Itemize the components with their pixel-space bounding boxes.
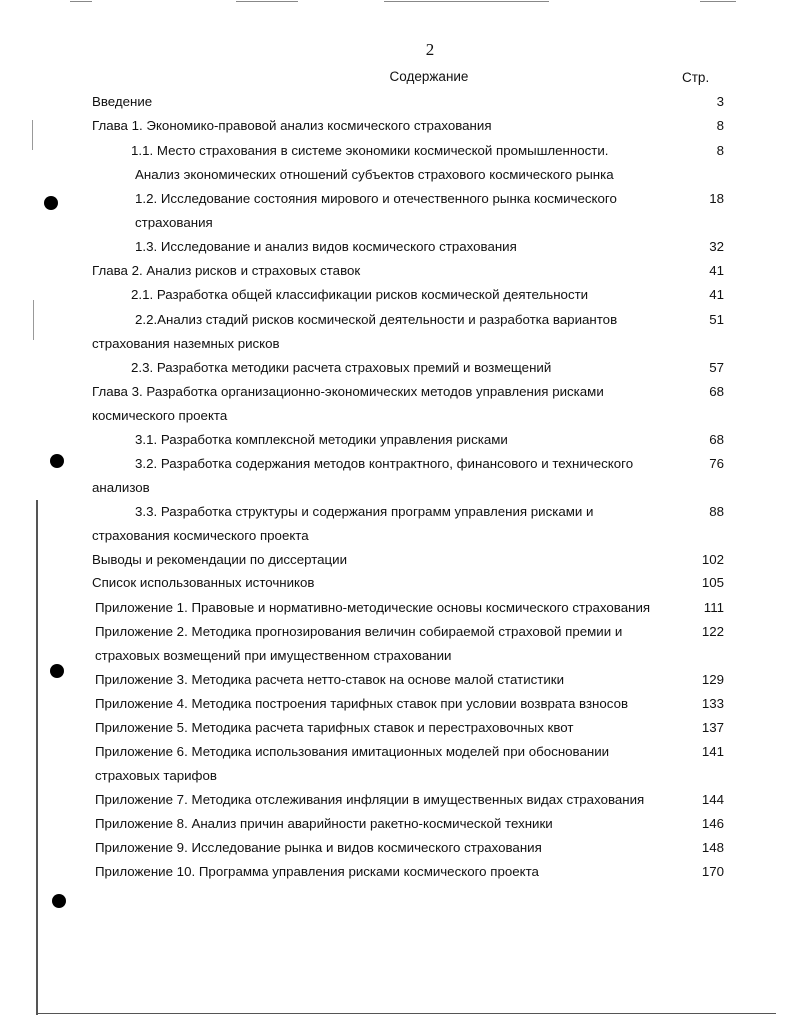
toc-entry-page: 32 [709,239,724,254]
toc-entry-text: Приложение 5. Методика расчета тарифных ставок и перестраховочных квот [95,720,574,735]
punch-hole-dot-2 [50,454,64,468]
toc-entry-page: 144 [701,792,724,807]
toc-entry-text: 3.2. Разработка содержания методов контрактного, финансового и технического [135,456,634,471]
toc-entry-page: 68 [709,384,724,399]
toc-entry-text: 2.1. Разработка общей классификации рисков космической деятельности [131,287,589,302]
punch-hole-dot-1 [44,196,58,210]
toc-entry-text: Приложение 10. Программа управления рисками космического проекта [95,864,539,879]
toc-entry-text: Приложение 1. Правовые и нормативно-методические основы космического страхования [95,600,651,615]
toc-entry-page: 102 [701,552,724,567]
scan-bottom-rule [36,1013,776,1014]
toc-entry-page: 137 [701,720,724,735]
toc-entry-text: Приложение 2. Методика прогнозирования величин собираемой страховой премии и [95,624,623,639]
toc-entry-page: 8 [716,143,724,158]
toc-entry-page: 88 [709,504,724,519]
toc-entry-text: 2.3. Разработка методики расчета страховых премий и возмещений [131,360,552,375]
punch-hole-dot-4 [52,894,66,908]
toc-entry-text: Список использованных источников [92,575,315,590]
toc-entry-text: страховых возмещений при имущественном страховании [95,648,452,663]
toc-entry-page: 8 [716,118,724,133]
toc-entry-text: Приложение 4. Методика построения тарифных ставок при условии возврата взносов [95,696,629,711]
toc-entry-page: 122 [701,624,724,639]
scan-left-edge-mark-1 [32,120,33,150]
toc-entry-text: Введение [92,94,153,109]
toc-entry-page: 76 [709,456,724,471]
toc-entry-text: космического проекта [92,408,228,423]
toc-entry-text: 1.2. Исследование состояния мирового и отечественного рынка космического [135,191,617,206]
toc-entry-page: 148 [701,840,724,855]
scan-left-edge-line [36,500,38,1015]
toc-entry-text: 2.2.Анализ стадий рисков космической деятельности и разработка вариантов [135,312,618,327]
toc-entry-page: 57 [709,360,724,375]
toc-entry-text: страховых тарифов [95,768,217,783]
toc-entry-text: 3.1. Разработка комплексной методики управления рисками [135,432,508,447]
toc-entry-text: страхования наземных рисков [92,336,280,351]
toc-entry-page: 18 [709,191,724,206]
toc-entry-text: страхования [135,215,213,230]
toc-entry-text: Приложение 6. Методика использования имитационных моделей при обосновании [95,744,610,759]
toc-entry-page: 3 [716,94,724,109]
scan-top-rule-3 [384,1,549,2]
toc-entry-page: 105 [701,575,724,590]
toc-entry-text: Глава 1. Экономико-правовой анализ космического страхования [92,118,492,133]
toc-entry-page: 146 [701,816,724,831]
toc-entry-page: 129 [701,672,724,687]
toc-entry-page: 111 [703,600,724,615]
scan-top-rule-1 [70,1,92,2]
toc-heading: Содержание [389,69,469,84]
toc-entry-text: Глава 2. Анализ рисков и страховых ставок [92,263,361,278]
toc-entry-text: Анализ экономических отношений субъектов страхового космического рынка [135,167,614,182]
toc-entry-page: 41 [709,287,724,302]
toc-entry-page: 170 [701,864,724,879]
toc-entry-text: 3.3. Разработка структуры и содержания программ управления рисками и [135,504,594,519]
toc-entry-text: Глава 3. Разработка организационно-экономических методов управления рисками [92,384,604,399]
toc-entry-text: Приложение 9. Исследование рынка и видов космического страхования [95,840,542,855]
toc-entry-text: Приложение 3. Методика расчета нетто-ставок на основе малой статистики [95,672,565,687]
scan-top-rule-4 [700,1,736,2]
page-column-label: Стр. [682,70,710,85]
toc-entry-text: 1.1. Место страхования в системе экономики космической промышленности. [131,143,609,158]
toc-entry-page: 68 [709,432,724,447]
toc-entry-text: 1.3. Исследование и анализ видов космического страхования [135,239,517,254]
toc-entry-text: анализов [92,480,150,495]
toc-entry-page: 51 [709,312,724,327]
toc-entry-page: 41 [709,263,724,278]
toc-entry-page: 133 [701,696,724,711]
toc-entry-text: Приложение 8. Анализ причин аварийности ракетно-космической техники [95,816,553,831]
toc-entry-text: Выводы и рекомендации по диссертации [92,552,348,567]
toc-entry-text: страхования космического проекта [92,528,309,543]
page-number: 2 [425,40,435,59]
toc-entry-text: Приложение 7. Методика отслеживания инфляции в имущественных видах страхования [95,792,645,807]
toc-entry-page: 141 [701,744,724,759]
punch-hole-dot-3 [50,664,64,678]
scan-top-rule-2 [236,1,298,2]
scan-left-edge-mark-2 [33,300,34,340]
